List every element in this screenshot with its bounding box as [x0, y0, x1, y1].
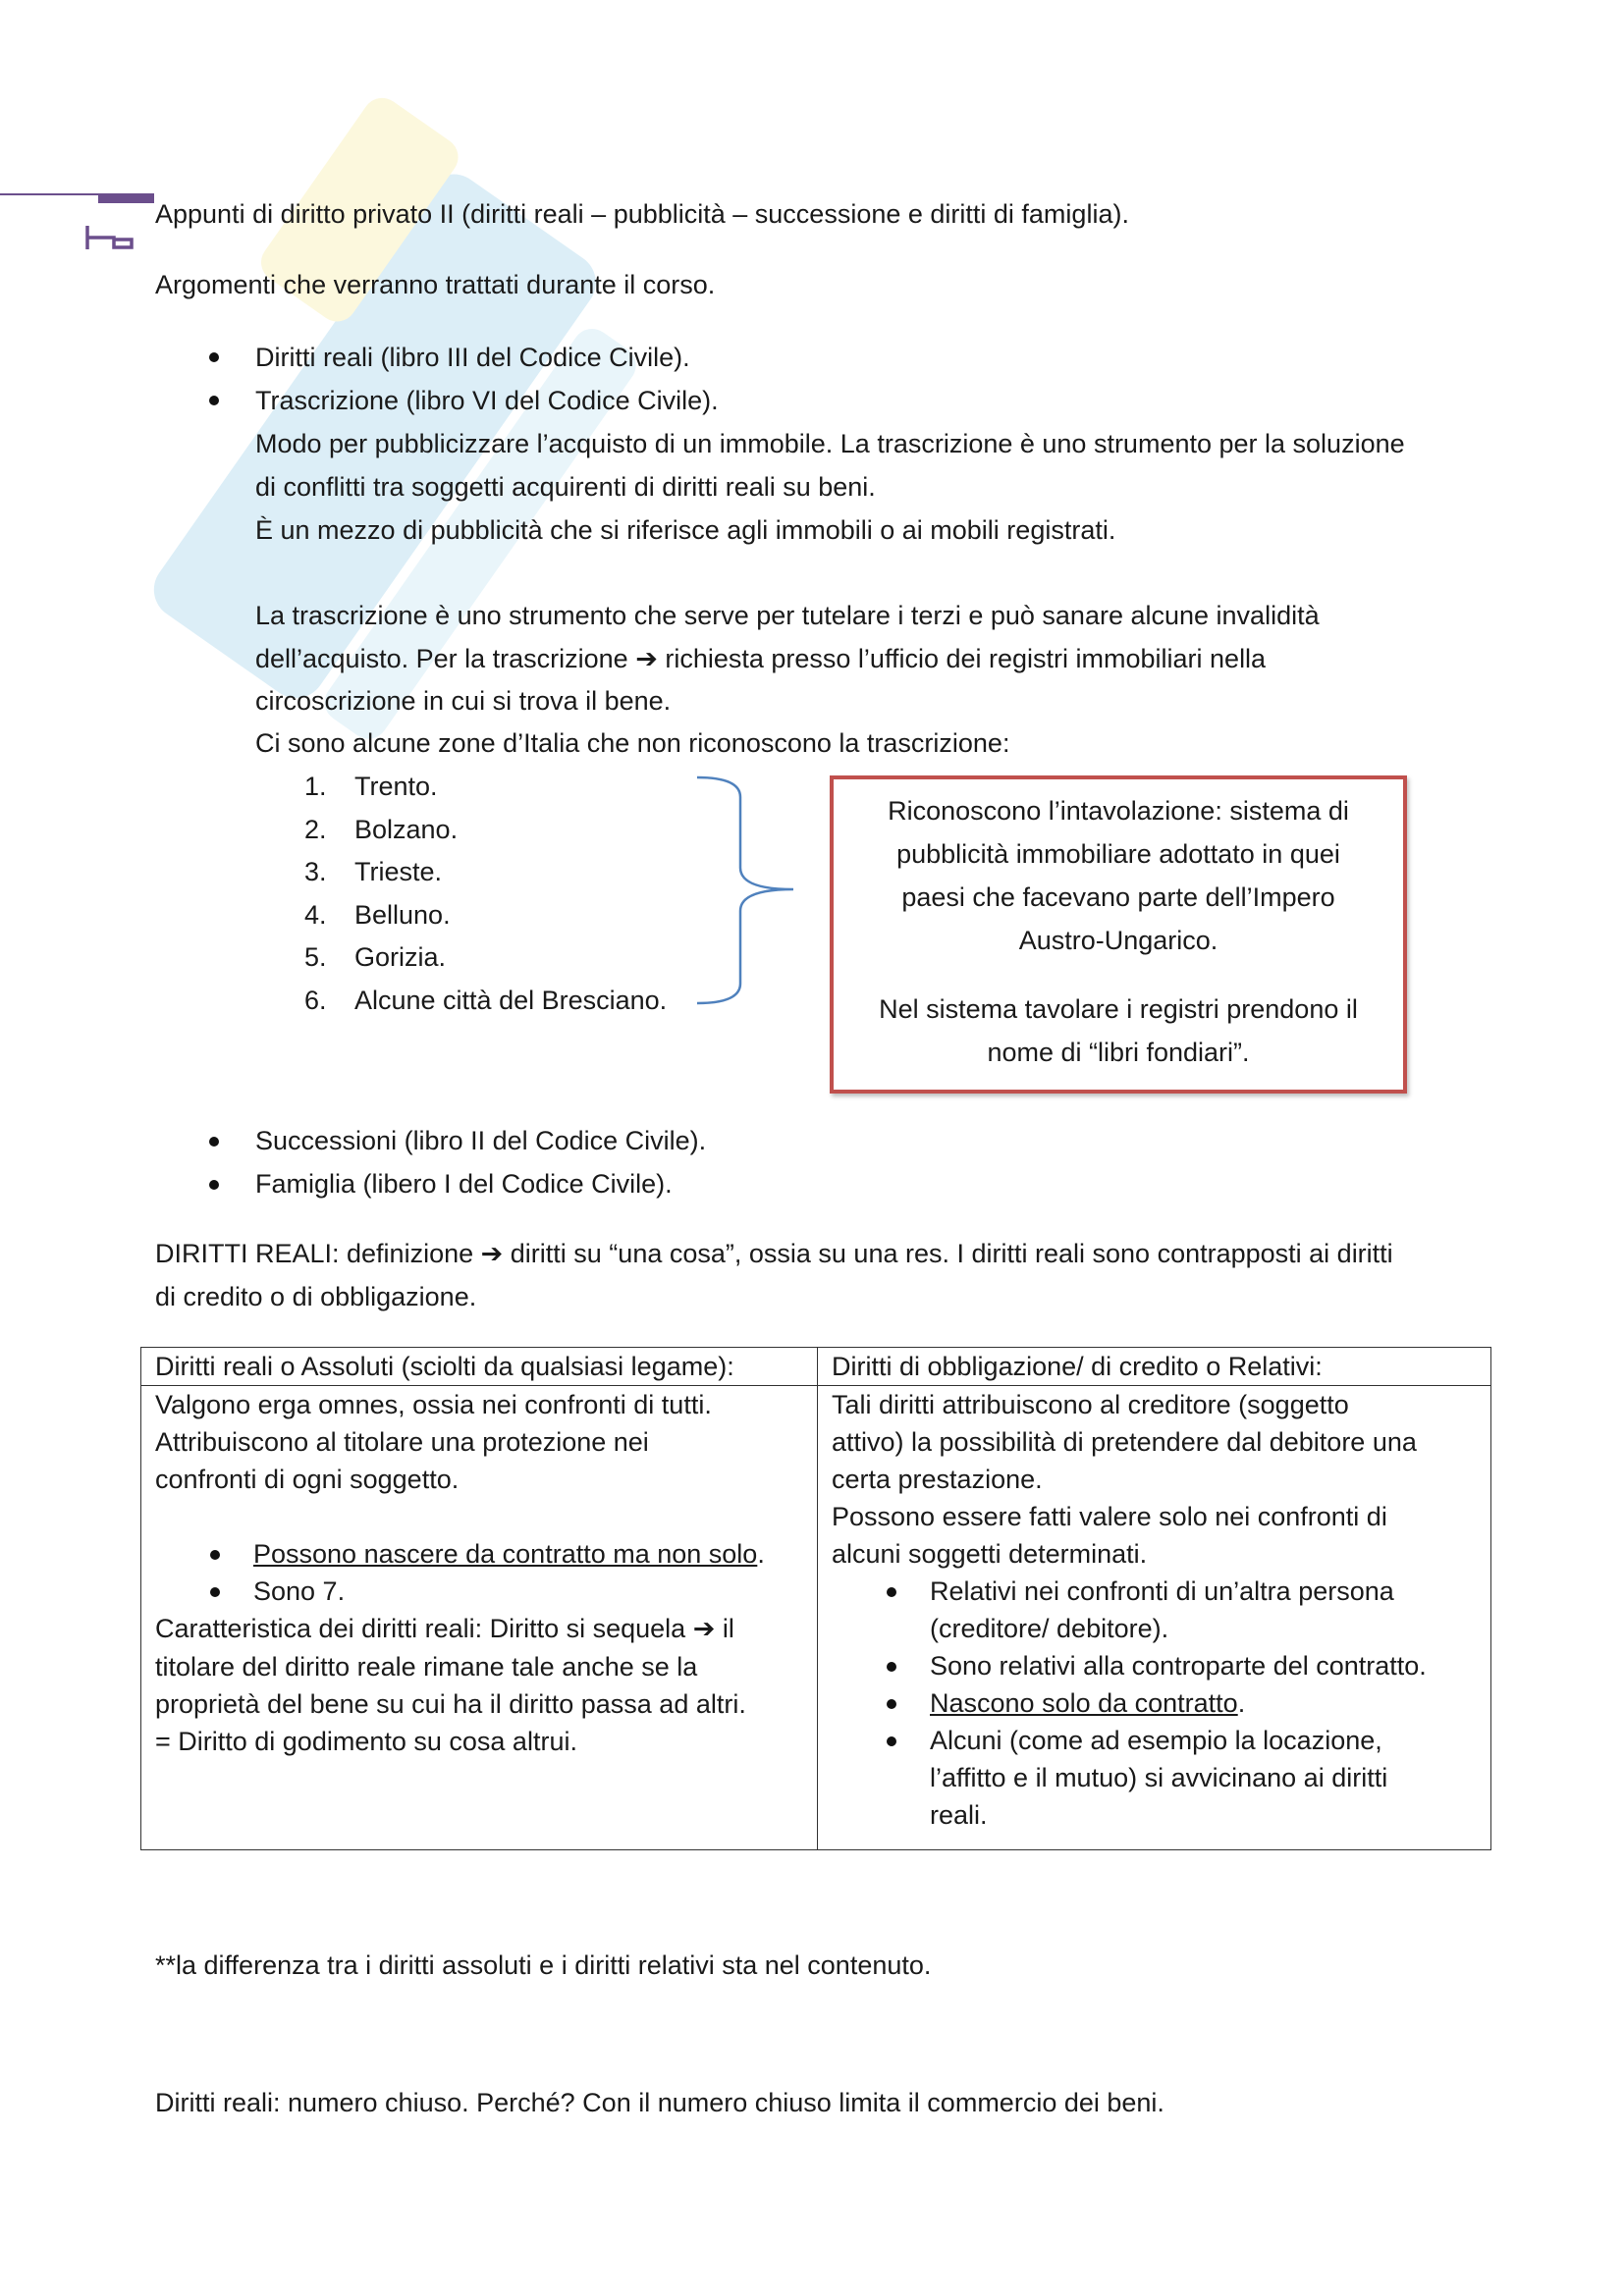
table-cell-assoluti: [141, 1386, 818, 1850]
definition-text: diritti su “una cosa”, ossia su una res. I diritti reali sono contrapposti ai diritti: [510, 1239, 1393, 1268]
brace-icon: [687, 774, 805, 1009]
table-header-cell: Diritti reali o Assoluti (sciolti da qualsiasi legame):: [141, 1348, 818, 1386]
cell-text: Relativi nei confronti di un’altra persona: [930, 1576, 1394, 1606]
arrow-icon: ➔: [692, 1614, 716, 1644]
cell-bullet-list: [155, 1535, 803, 1610]
cell-bullet-list: [832, 1573, 1477, 1834]
cell-line: = Diritto di godimento su cosa altrui.: [155, 1727, 577, 1756]
period: .: [757, 1539, 765, 1569]
header-tab: [98, 193, 154, 203]
zone-item: Gorizia.: [354, 942, 447, 972]
header-rule: [0, 193, 98, 195]
zone-number: 2.: [304, 815, 327, 844]
diritti-reali-definition: [155, 1232, 1393, 1276]
list-item: [155, 1535, 803, 1573]
underlined-text: Possono nascere da contratto ma non solo: [253, 1539, 758, 1569]
topic-trascrizione: Trascrizione (libro VI del Codice Civile).: [255, 386, 719, 415]
cell-text: l’affitto e il mutuo) si avvicinano ai diritti: [930, 1763, 1388, 1792]
cell-line: Attribuiscono al titolare una protezione nei: [155, 1427, 649, 1457]
zone-number: 6.: [304, 986, 327, 1015]
line-text: richiesta presso l’ufficio dei registri immobiliari nella: [665, 644, 1267, 673]
table-cell-relativi: [818, 1386, 1491, 1850]
trascrizione-para2-line: La trascrizione è uno strumento che serve per tutelare i terzi e può sanare alcune invalidità: [255, 601, 1320, 630]
zone-item: Belluno.: [354, 900, 451, 930]
callout-line: nome di “libri fondiari”.: [987, 1038, 1250, 1067]
bullet-icon: [209, 1180, 219, 1190]
zone-item: Bolzano.: [354, 815, 459, 844]
table-header-cell: Diritti di obbligazione/ di credito o Relativi:: [818, 1348, 1491, 1386]
bullet-icon: [209, 352, 219, 362]
cell-line: Tali diritti attribuiscono al creditore (soggetto: [832, 1390, 1349, 1419]
cell-line: attivo) la possibilità di pretendere dal debitore una: [832, 1427, 1417, 1457]
cell-text: reali.: [930, 1800, 988, 1830]
bullet-icon: [209, 1137, 219, 1147]
line-text: dell’acquisto. Per la trascrizione: [255, 644, 628, 673]
cell-line: alcuni soggetti determinati.: [832, 1539, 1148, 1569]
list-item: [832, 1684, 1477, 1722]
table-row: [141, 1386, 1491, 1850]
callout-line: Nel sistema tavolare i registri prendono il: [879, 994, 1358, 1024]
cell-text: il: [722, 1614, 734, 1643]
trascrizione-para2-line: [255, 637, 1266, 681]
zone-item: Trento.: [354, 772, 438, 801]
comparison-table: [140, 1347, 1491, 1850]
topic-famiglia: Famiglia (libero I del Codice Civile).: [255, 1169, 673, 1199]
document-title: Appunti di diritto privato II (diritti reali – pubblicità – successione e diritti di famiglia).: [155, 199, 1129, 229]
cell-line: certa prestazione.: [832, 1465, 1043, 1494]
closing-paragraph: Diritti reali: numero chiuso. Perché? Con il numero chiuso limita il commercio dei beni.: [155, 2088, 1164, 2117]
intro-text: Argomenti che verranno trattati durante il corso.: [155, 270, 716, 299]
cell-text: Alcuni (come ad esempio la locazione,: [930, 1726, 1382, 1755]
zone-number: 3.: [304, 857, 327, 886]
topic-successioni: Successioni (libro II del Codice Civile).: [255, 1126, 707, 1155]
zone-number: 1.: [304, 772, 327, 801]
definition-text: DIRITTI REALI: definizione: [155, 1239, 474, 1268]
zone-number: 5.: [304, 942, 327, 972]
zone-item: Alcune città del Bresciano.: [354, 986, 668, 1015]
table-header-row: [141, 1348, 1491, 1386]
callout-line: paesi che facevano parte dell’Impero: [901, 882, 1335, 912]
cell-line: proprietà del bene su cui ha il diritto passa ad altri.: [155, 1689, 746, 1719]
cell-text: (creditore/ debitore).: [930, 1614, 1169, 1643]
zone-number: 4.: [304, 900, 327, 930]
list-item: Sono 7.: [155, 1573, 803, 1610]
arrow-icon: ➔: [480, 1239, 504, 1269]
cell-text: Caratteristica dei diritti reali: Diritto si sequela: [155, 1614, 686, 1643]
zone-item: Trieste.: [354, 857, 443, 886]
list-item: [832, 1722, 1477, 1834]
cell-line: [155, 1610, 803, 1648]
bookmark-icon: [84, 222, 135, 255]
trascrizione-line: di conflitti tra soggetti acquirenti di diritti reali su beni.: [255, 472, 876, 502]
diritti-reali-definition-cont: di credito o di obbligazione.: [155, 1282, 477, 1311]
underlined-text: Nascono solo da contratto: [930, 1688, 1238, 1718]
list-item: [832, 1573, 1477, 1647]
cell-line: Valgono erga omnes, ossia nei confronti di tutti.: [155, 1390, 712, 1419]
cell-line: confronti di ogni soggetto.: [155, 1465, 460, 1494]
callout-line: Riconoscono l’intavolazione: sistema di: [888, 796, 1349, 826]
callout-line: pubblicità immobiliare adottato in quei: [896, 839, 1340, 869]
topic-diritti-reali: Diritti reali (libro III del Codice Civile).: [255, 343, 690, 372]
trascrizione-line: Modo per pubblicizzare l’acquisto di un immobile. La trascrizione è uno strumento per la soluzione: [255, 429, 1405, 458]
intavolazione-callout: [830, 775, 1407, 1094]
arrow-icon: ➔: [635, 644, 658, 674]
callout-line: Austro-Ungarico.: [1018, 926, 1218, 955]
cell-line: Possono essere fatti valere solo nei confronti di: [832, 1502, 1387, 1531]
list-item: Sono relativi alla controparte del contratto.: [832, 1647, 1477, 1684]
trascrizione-line: È un mezzo di pubblicità che si riferisce agli immobili o ai mobili registrati.: [255, 515, 1116, 545]
footnote: **la differenza tra i diritti assoluti e i diritti relativi sta nel contenuto.: [155, 1950, 932, 1980]
bullet-icon: [209, 396, 219, 405]
cell-line: titolare del diritto reale rimane tale anche se la: [155, 1652, 698, 1682]
trascrizione-para2-line: circoscrizione in cui si trova il bene.: [255, 686, 672, 716]
period: .: [1237, 1688, 1246, 1718]
trascrizione-para2-line: Ci sono alcune zone d’Italia che non riconoscono la trascrizione:: [255, 728, 1010, 758]
